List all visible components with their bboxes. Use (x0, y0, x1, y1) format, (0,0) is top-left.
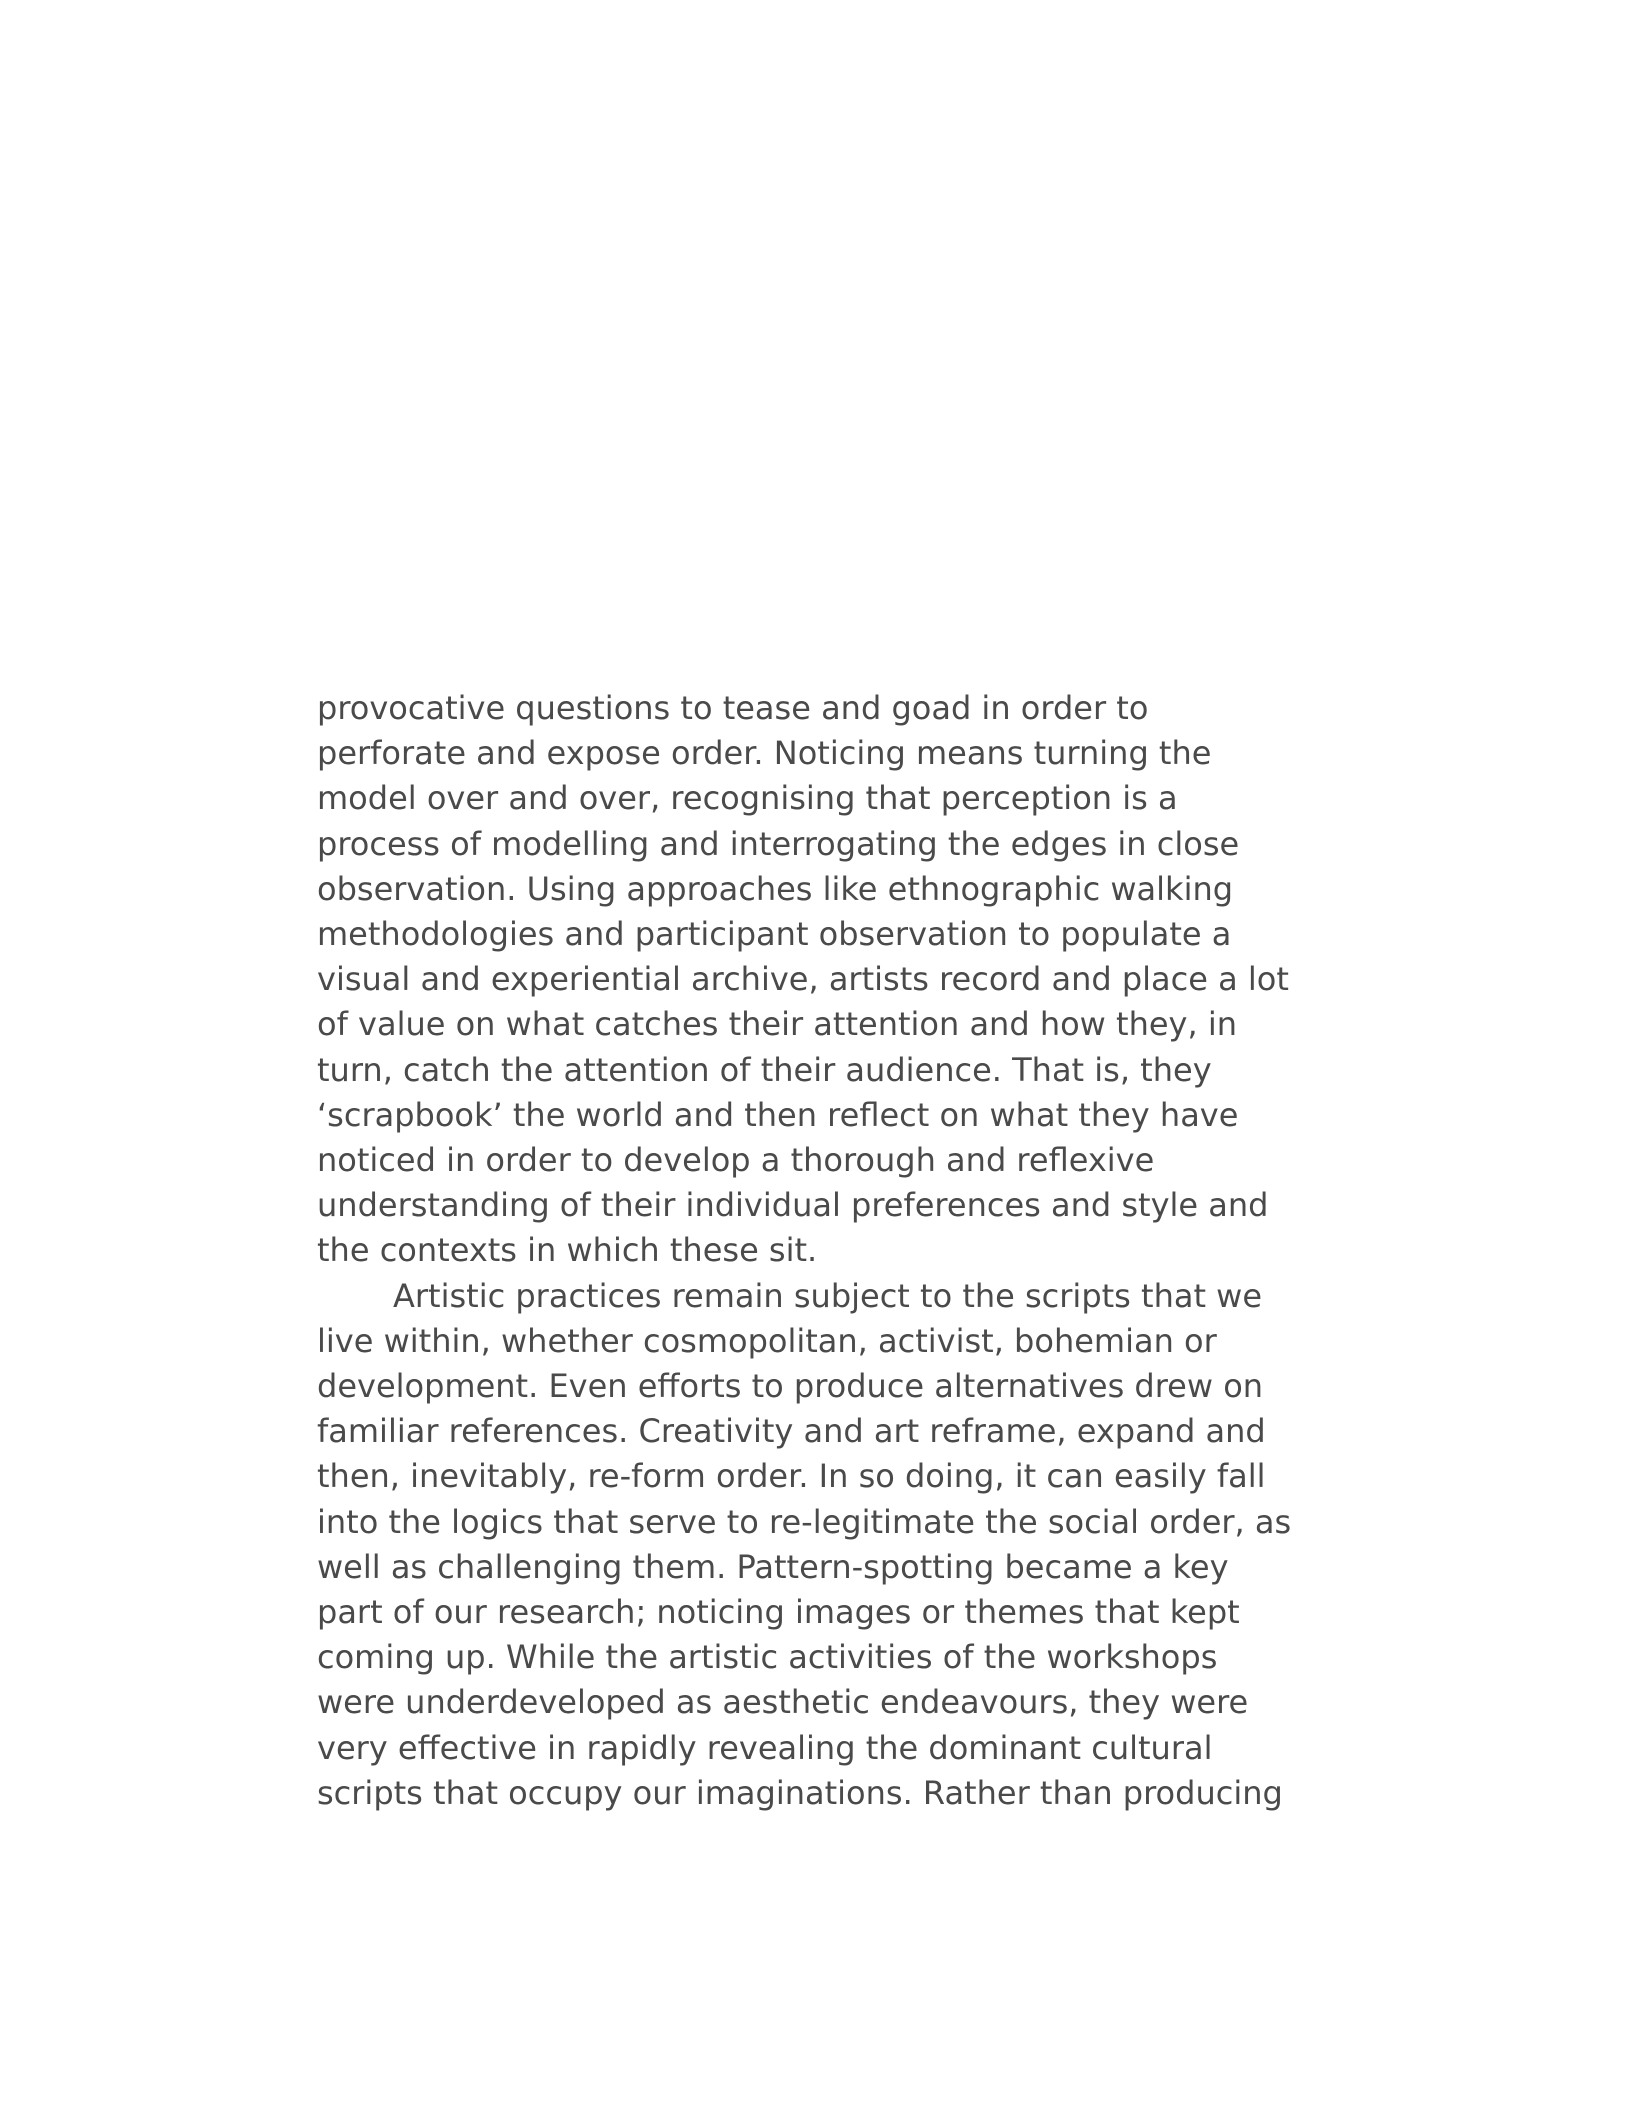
text-line: perforate and expose order. Noticing means turning the (317, 734, 1212, 773)
text-line: ‘scrapbook’ the world and then reflect on what they have (317, 1095, 1239, 1134)
text-line: methodologies and participant observation to populate a (317, 915, 1232, 954)
paragraph-2 (317, 1274, 1317, 1816)
text-line: well as challenging them. Pattern-spotting became a key (317, 1547, 1229, 1586)
text-line: of value on what catches their attention and how they, in (317, 1005, 1237, 1044)
text-line: coming up. While the artistic activities of the workshops (317, 1638, 1218, 1677)
text-line: model over and over, recognising that perception is a (317, 779, 1178, 818)
text-line: familiar references. Creativity and art reframe, expand and (317, 1412, 1266, 1451)
text-line: very effective in rapidly revealing the dominant cultural (317, 1728, 1213, 1767)
text-line: the contexts in which these sit. (317, 1231, 818, 1270)
text-line: turn, catch the attention of their audience. That is, they (317, 1050, 1212, 1089)
text-line-indented: Artistic practices remain subject to the scripts that we (393, 1276, 1263, 1315)
text-line: development. Even efforts to produce alternatives drew on (317, 1367, 1264, 1406)
text-line: were underdeveloped as aesthetic endeavours, they were (317, 1683, 1249, 1722)
text-line: observation. Using approaches like ethnographic walking (317, 869, 1234, 908)
paragraph-1 (317, 686, 1317, 1274)
text-line: provocative questions to tease and goad in order to (317, 689, 1149, 727)
text-line: process of modelling and interrogating the edges in close (317, 824, 1240, 863)
text-line: then, inevitably, re-form order. In so doing, it can easily fall (317, 1457, 1266, 1496)
text-line: scripts that occupy our imaginations. Rather than producing (317, 1773, 1283, 1812)
text-line: live within, whether cosmopolitan, activist, bohemian or (317, 1321, 1217, 1360)
text-line: part of our research; noticing images or themes that kept (317, 1593, 1240, 1632)
body-text (317, 686, 1317, 1816)
text-line: understanding of their individual preferences and style and (317, 1186, 1269, 1225)
text-line: visual and experiential archive, artists record and place a lot (317, 960, 1289, 999)
text-line: into the logics that serve to re-legitimate the social order, as (317, 1502, 1292, 1541)
text-line: noticed in order to develop a thorough and reflexive (317, 1141, 1155, 1180)
